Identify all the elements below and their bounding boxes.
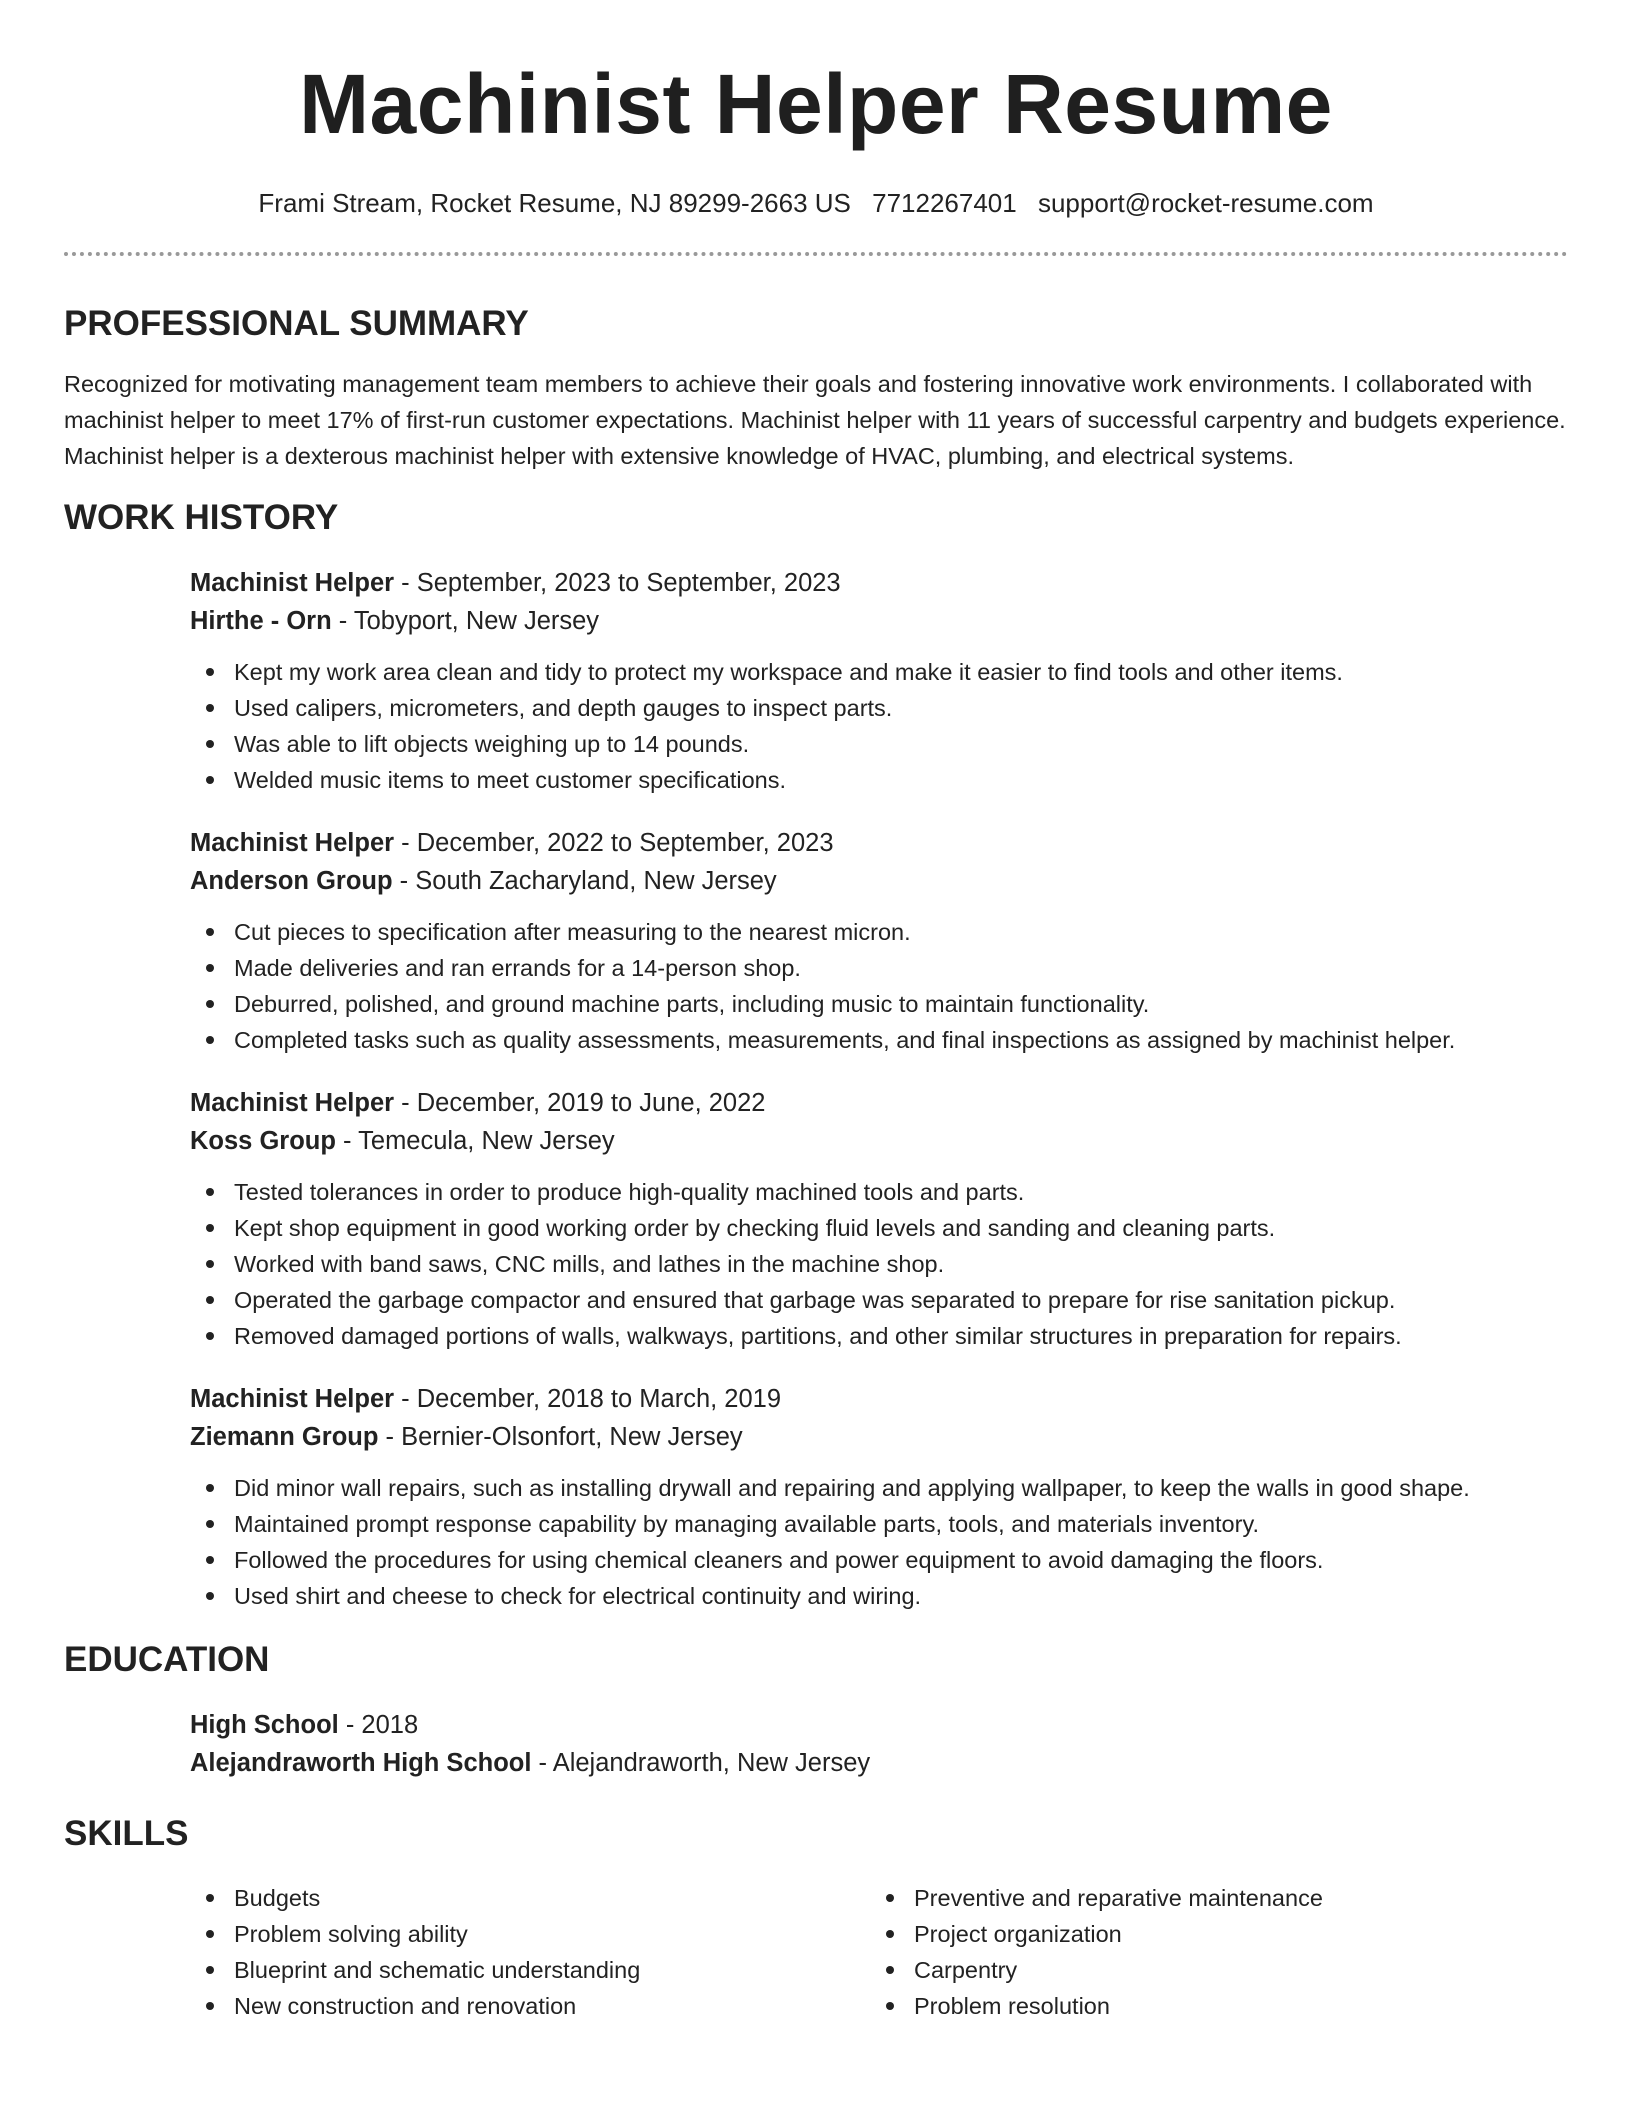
job-company: Koss Group	[190, 1127, 336, 1155]
job-dates: - December, 2022 to September, 2023	[394, 829, 834, 857]
skills-heading: SKILLS	[64, 1814, 189, 1853]
job-entry	[190, 1380, 1568, 1614]
job-company: Hirthe - Orn	[190, 607, 332, 635]
header-divider	[64, 252, 1568, 256]
job-company: Anderson Group	[190, 867, 393, 895]
job-company-line	[190, 862, 1568, 900]
job-dates: - September, 2023 to September, 2023	[394, 569, 841, 597]
job-title-line	[190, 1084, 1568, 1122]
skills-column-right	[870, 1880, 1550, 2024]
education-degree: High School	[190, 1711, 339, 1739]
job-role: Machinist Helper	[190, 829, 395, 857]
skill-item: Preventive and reparative maintenance	[914, 1880, 1550, 1916]
job-duty: Followed the procedures for using chemical cleaners and power equipment to avoid damaging the floors.	[234, 1542, 1568, 1578]
skill-item: Budgets	[234, 1880, 870, 1916]
job-duty: Deburred, polished, and ground machine parts, including music to maintain functionality.	[234, 986, 1568, 1022]
job-duty: Used shirt and cheese to check for electrical continuity and wiring.	[234, 1578, 1568, 1614]
job-duty: Worked with band saws, CNC mills, and lathes in the machine shop.	[234, 1246, 1568, 1282]
job-dates: - December, 2019 to June, 2022	[394, 1089, 766, 1117]
job-company-line	[190, 1122, 1568, 1160]
job-company-line	[190, 1418, 1568, 1456]
job-location: - Temecula, New Jersey	[335, 1127, 615, 1155]
job-duty: Operated the garbage compactor and ensured that garbage was separated to prepare for rise sanitation pickup.	[234, 1282, 1568, 1318]
skill-item: Project organization	[914, 1916, 1550, 1952]
education-entry	[190, 1706, 1568, 1782]
skills-list	[190, 1880, 1568, 2024]
skill-item: Blueprint and schematic understanding	[234, 1952, 870, 1988]
job-location: - Bernier-Olsonfort, New Jersey	[378, 1423, 743, 1451]
education-degree-line	[190, 1706, 1568, 1744]
job-location: - South Zacharyland, New Jersey	[392, 867, 777, 895]
resume-page	[64, 0, 1568, 2024]
skill-item: New construction and renovation	[234, 1988, 870, 2024]
job-entry	[190, 564, 1568, 798]
job-duty: Was able to lift objects weighing up to 14 pounds.	[234, 726, 1568, 762]
skills-column-left	[190, 1880, 870, 2024]
job-duty: Used calipers, micrometers, and depth gauges to inspect parts.	[234, 690, 1568, 726]
job-title-line	[190, 1380, 1568, 1418]
education-heading: EDUCATION	[64, 1640, 270, 1679]
job-company-line	[190, 602, 1568, 640]
job-duties	[190, 1174, 1568, 1354]
job-duty: Maintained prompt response capability by managing available parts, tools, and materials inventory.	[234, 1506, 1568, 1542]
education-location: - Alejandraworth, New Jersey	[531, 1749, 871, 1777]
contact-line	[64, 186, 1568, 220]
job-duty: Removed damaged portions of walls, walkways, partitions, and other similar structures in preparation for repairs.	[234, 1318, 1568, 1354]
contact-email: support@rocket-resume.com	[1037, 188, 1374, 218]
contact-phone: 7712267401	[872, 188, 1017, 218]
job-role: Machinist Helper	[190, 569, 395, 597]
job-duty: Tested tolerances in order to produce high-quality machined tools and parts.	[234, 1174, 1568, 1210]
resume-title: Machinist Helper Resume	[299, 57, 1333, 151]
contact-address: Frami Stream, Rocket Resume, NJ 89299-2663 US	[258, 188, 851, 218]
skills-items-right	[870, 1880, 1550, 2024]
job-duties	[190, 1470, 1568, 1614]
job-duty: Completed tasks such as quality assessments, measurements, and final inspections as assigned by machinist helper.	[234, 1022, 1568, 1058]
job-duty: Did minor wall repairs, such as installing drywall and repairing and applying wallpaper, to keep the walls in good shape.	[234, 1470, 1568, 1506]
job-dates: - December, 2018 to March, 2019	[394, 1385, 782, 1413]
job-title-line	[190, 564, 1568, 602]
job-title-line	[190, 824, 1568, 862]
job-duty: Cut pieces to specification after measuring to the nearest micron.	[234, 914, 1568, 950]
job-duty: Made deliveries and ran errands for a 14-person shop.	[234, 950, 1568, 986]
skill-item: Problem solving ability	[234, 1916, 870, 1952]
job-entry	[190, 824, 1568, 1058]
job-entry	[190, 1084, 1568, 1354]
work-history-heading: WORK HISTORY	[64, 498, 339, 537]
job-role: Machinist Helper	[190, 1385, 395, 1413]
education-year: - 2018	[338, 1711, 419, 1739]
summary-heading: PROFESSIONAL SUMMARY	[64, 304, 529, 343]
job-duties	[190, 654, 1568, 798]
education-school: Alejandraworth High School	[190, 1749, 532, 1777]
job-duty: Kept shop equipment in good working order by checking fluid levels and sanding and cleaning parts.	[234, 1210, 1568, 1246]
job-role: Machinist Helper	[190, 1089, 395, 1117]
summary-text: Recognized for motivating management team members to achieve their goals and fostering innovative work environments. I collaborated with machinist helper to meet 17% of first-run customer expectations. Machinist helper with 11 years of successful carpentry and budgets experience. Machinist helper is a dexterous machinist helper with extensive knowledge of HVAC, plumbing, and electrical systems.	[64, 371, 1566, 469]
skill-item: Problem resolution	[914, 1988, 1550, 2024]
job-company: Ziemann Group	[190, 1423, 379, 1451]
skills-items-left	[190, 1880, 870, 2024]
job-duty: Welded music items to meet customer specifications.	[234, 762, 1568, 798]
job-duties	[190, 914, 1568, 1058]
job-location: - Tobyport, New Jersey	[331, 607, 600, 635]
job-duty: Kept my work area clean and tidy to protect my workspace and make it easier to find tools and other items.	[234, 654, 1568, 690]
skill-item: Carpentry	[914, 1952, 1550, 1988]
education-school-line	[190, 1744, 1568, 1782]
